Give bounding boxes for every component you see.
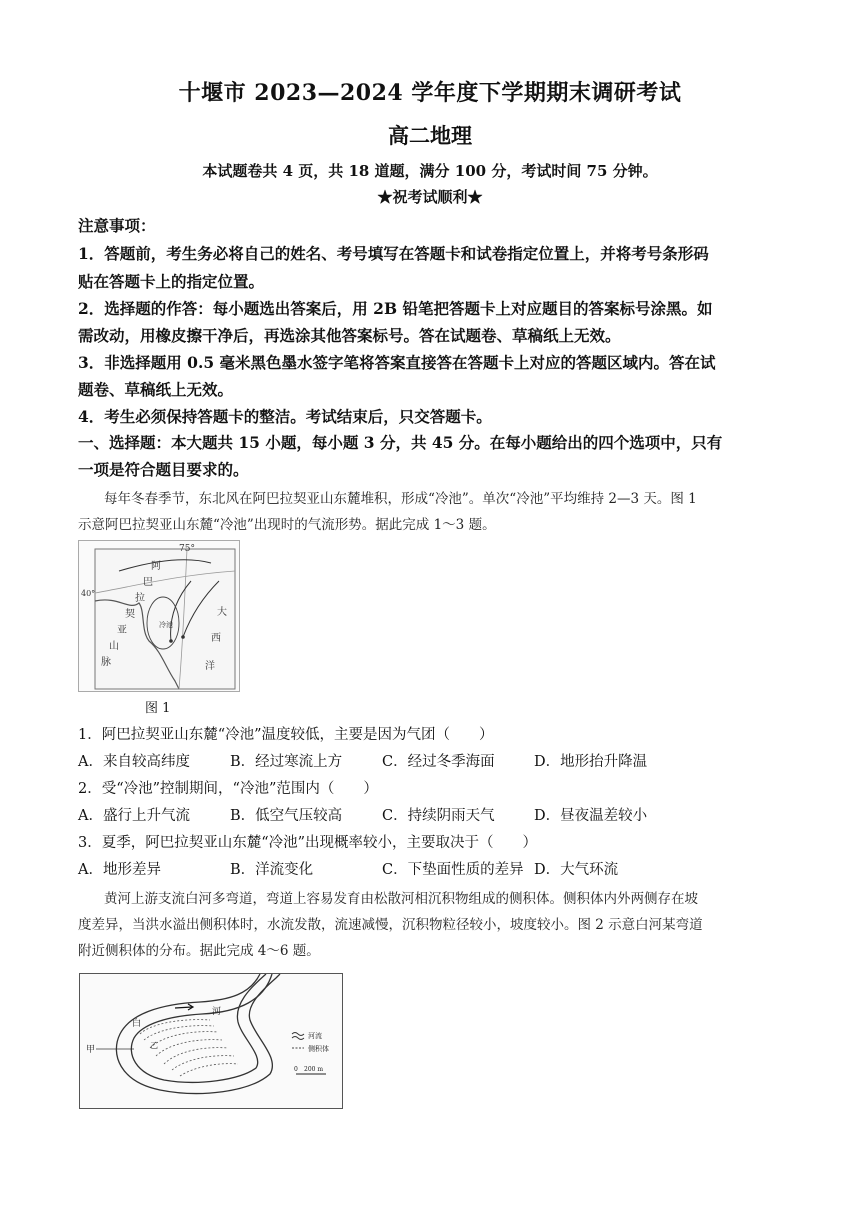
exam-info: 本试题卷共 4 页，共 18 道题，满分 100 分，考试时间 75 分钟。: [202, 162, 658, 180]
note-line: 贴在答题卡上的指定位置。: [78, 272, 265, 291]
figure2-svg: [80, 974, 342, 1108]
legend-river-label: 河流: [308, 1032, 322, 1040]
note-line: 2．选择题的作答：每小题选出答案后，用 2B 铅笔把答题卡上对应题目的答案标号涂黑。如: [78, 299, 713, 318]
ocean-char: 洋: [205, 661, 215, 672]
question-stem: 2．受“冷池”控制期间，“冷池”范围内（ ）: [78, 781, 378, 797]
note-line: 题卷、草稿纸上无效。: [78, 380, 234, 399]
cold-pool-label: 冷池: [159, 621, 173, 629]
river-char: 河: [212, 1007, 222, 1017]
exam-subject: 高二地理: [388, 123, 472, 148]
legend-bar-label: 侧积体: [308, 1045, 329, 1053]
figure1-caption: 图 1: [145, 701, 171, 716]
option-d[interactable]: D．昼夜温差较小: [534, 808, 648, 824]
option-c[interactable]: C．经过冬季海面: [382, 754, 495, 770]
option-a[interactable]: A．盛行上升气流: [78, 808, 190, 824]
mountain-char: 亚: [117, 625, 127, 636]
note-line: 3．非选择题用 0.5 毫米黑色墨水签字笔将答案直接答在答题卡上对应的答题区域内。答在试: [78, 353, 716, 372]
question-stem: 3．夏季，阿巴拉契亚山东麓“冷池”出现概率较小，主要取决于（ ）: [78, 835, 538, 851]
figure1-svg: [79, 541, 239, 691]
scale-value: 200 m: [304, 1066, 324, 1073]
option-b[interactable]: B．低空气压较高: [230, 808, 343, 824]
ocean-char: 西: [211, 633, 221, 644]
mountain-char: 山: [109, 641, 119, 652]
river-char: 白: [132, 1019, 142, 1029]
lat-label: 40°: [81, 589, 96, 598]
lon-label: 75°: [179, 544, 195, 554]
option-b[interactable]: B．经过寒流上方: [230, 754, 343, 770]
option-a[interactable]: A．来自较高纬度: [78, 754, 190, 770]
option-b[interactable]: B．洋流变化: [230, 862, 314, 878]
ocean-char: 大: [217, 607, 227, 618]
exam-wish: ★祝考试顺利★: [377, 188, 483, 206]
mountain-char: 契: [125, 609, 135, 620]
exam-title: 十堰市 2023—2024 学年度下学期期末调研考试: [178, 80, 682, 106]
note-line: 4．考生必须保持答题卡的整洁。考试结束后，只交答题卡。: [78, 407, 492, 426]
passage-line: 附近侧积体的分布。据此完成 4～6 题。: [78, 943, 320, 959]
note-line: 1．答题前，考生务必将自己的姓名、考号填写在答题卡和试卷指定位置上，并将考号条形码: [78, 244, 709, 263]
figure2-map: [79, 973, 343, 1109]
point-a-label: 甲: [86, 1045, 96, 1055]
section-heading: 一、选择题：本大题共 15 小题，每小题 3 分，共 45 分。在每小题给出的四个选项中，只有: [78, 433, 723, 452]
point-b-label: 乙: [150, 1041, 158, 1050]
option-c[interactable]: C．下垫面性质的差异: [382, 862, 524, 878]
passage-line: 度差异，当洪水溢出侧积体时，水流发散，流速减慢，沉积物粒径较小，坡度较小。图 2 示意白河某弯道: [78, 917, 703, 933]
question-stem: 1．阿巴拉契亚山东麓“冷池”温度较低，主要是因为气团（ ）: [78, 727, 494, 743]
option-d[interactable]: D．大气环流: [534, 862, 619, 878]
option-c[interactable]: C．持续阴雨天气: [382, 808, 495, 824]
figure1-map: [78, 540, 240, 692]
mountain-char: 脉: [101, 657, 111, 668]
notes-heading: 注意事项：: [78, 216, 156, 235]
passage-line: 黄河上游支流白河多弯道，弯道上容易发育由松散河相沉积物组成的侧积体。侧积体内外两侧存在坡: [104, 891, 698, 907]
passage-line: 示意阿巴拉契亚山东麓“冷池”出现时的气流形势。据此完成 1～3 题。: [78, 517, 496, 533]
passage-line: 每年冬春季节，东北风在阿巴拉契亚山东麓堆积，形成“冷池”。单次“冷池”平均维持 2—3 天。图 1: [104, 491, 697, 507]
scale-zero: 0: [294, 1066, 298, 1073]
section-heading: 一项是符合题目要求的。: [78, 460, 249, 479]
mountain-char: 阿: [151, 561, 161, 572]
note-line: 需改动，用橡皮擦干净后，再选涂其他答案标号。答在试题卷、草稿纸上无效。: [78, 326, 621, 345]
mountain-char: 巴: [143, 577, 153, 588]
option-a[interactable]: A．地形差异: [78, 862, 161, 878]
mountain-char: 拉: [135, 593, 145, 604]
option-d[interactable]: D．地形抬升降温: [534, 754, 648, 770]
